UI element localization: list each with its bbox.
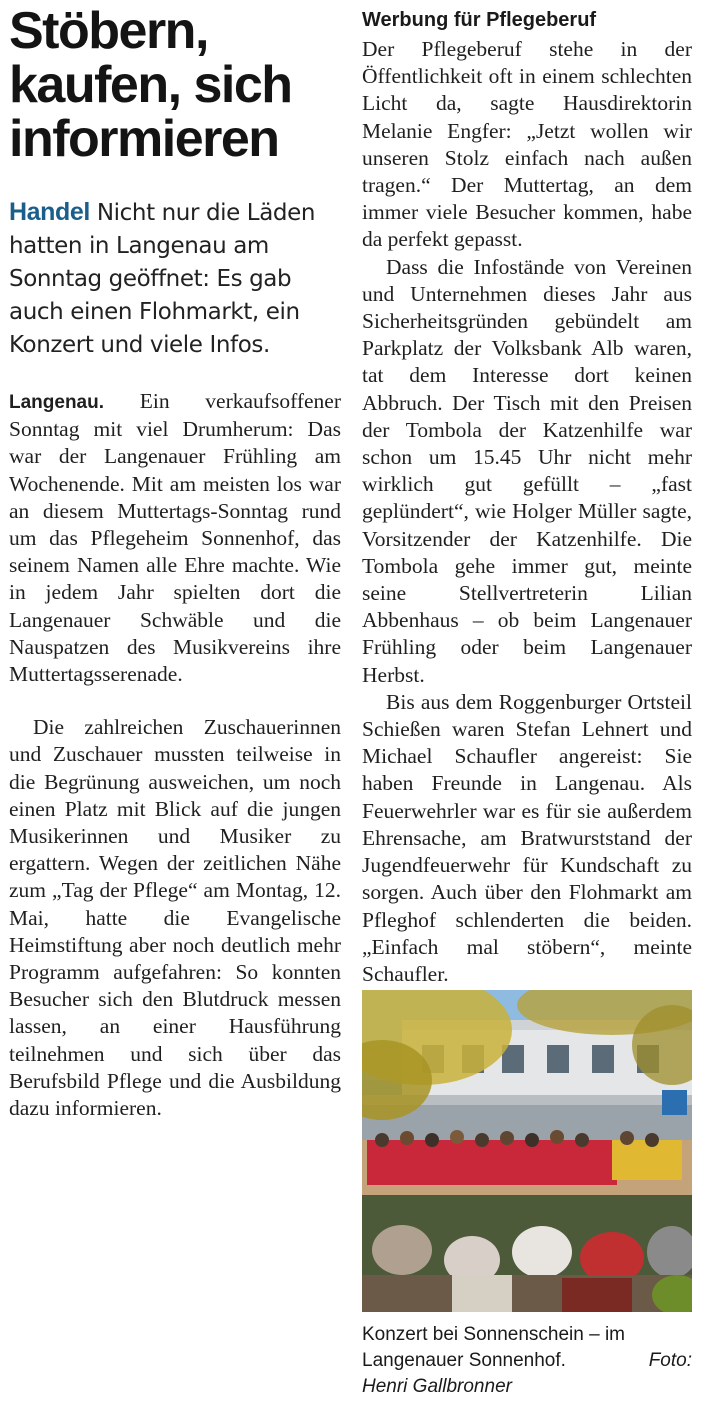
teaser [9,196,341,362]
dateline: Langenau. [9,392,105,413]
teaser-text: Nicht nur die Läden hatten in Langenau am Sonntag geöffnet: Es gab auch einen Flohmarkt, ein Konzert und viele Infos. [9,200,316,358]
left-column [9,4,341,1122]
caption-text: Konzert bei Sonnenschein – im Langenauer Sonnenhof. [362,1324,625,1371]
body-paragraph: Bis aus dem Roggenburger Ortsteil Schießen waren Stefan Lehnert und Michael Schaufler angereist: Sie haben Freunde in Langenau. Als Feuerwehrler war es für sie außerdem Ehrensache, am Bratwurststand der Jugendfeuerwehr für Kundschaft zu sorgen. Auch über den Flohmarkt am Pfleghof schlenderten die beiden. „Einfach mal stöbern“, meinte Schaufler. [362,689,692,986]
concert-photo-illustration [362,990,692,1312]
headline: Stöbern, kaufen, sich informieren [9,2,292,168]
photo-credit-name: Henri Gallbronner [362,1376,512,1397]
teaser-kicker: Handel [9,198,90,226]
photo-credit-label: Foto: [648,1350,692,1371]
body-paragraph [9,388,341,688]
body-paragraph: Dass die Infostände von Vereinen und Unternehmen dieses Jahr aus Sicherheitsgründen gebündelt am Parkplatz der Volksbank Alb waren, tat dem Interesse dort keinen Abbruch. Der Tisch mit den Preisen der Tombola der Katzenhilfe war schon um 15.45 Uhr nicht mehr wirklich gut gefüllt – „fast geplündert“, wie Holger Müller sagte, Vorsitzender der Katzenhilfe. Die Tombola gehe immer gut, meinte seine Stellvertreterin Lilian Abbenhaus – ob beim Langenauer Frühling oder beim Langenauer Herbst. [362,254,692,687]
right-column [362,4,692,1015]
body-paragraph: Die zahlreichen Zuschauerinnen und Zuschauer mussten teilweise in die Begrünung ausweichen, um noch einen Platz mit Blick auf die jungen Musikerinnen und Musiker zu ergattern. Wegen der zeitlichen Nähe zum „Tag der Pflege“ am Montag, 12. Mai, hatte die Evangelische Heimstiftung aber noch deutlich mehr Programm aufgefahren: So konnten Besucher sich den Blutdruck messen lassen, an einer Hausführung teilnehmen und sich über das Berufsbild Pflege und die Ausbildung dazu informieren. [9,715,341,1121]
concert-photo [362,990,692,1312]
subhead: Werbung für Pflegeberuf [362,9,597,31]
body-paragraph: Der Pflegeberuf stehe in der Öffentlichkeit oft in einem schlechten Licht da, sagte Hausdirektorin Melanie Engfer: „Jetzt wollen wir unseren Stolz einfach nach außen tragen.“ Der Muttertag, an dem immer viele Besucher kommen, habe da perfekt gepasst. [362,37,692,252]
body-paragraph-text: Ein verkaufsoffener Sonntag mit viel Drumherum: Das war der Langenauer Frühling am Wochenende. Mit am meisten los war an diesem Muttertags-Sonntag rund um das Pflegeheim Sonnenhof, das seinem Namen alle Ehre machte. Wie in jedem Jahr spielten dort die Langenauer Schwäble und die Nauspatzen des Musikvereins ihre Muttertagsserenade. [9,389,341,687]
photo-caption [362,1322,692,1400]
